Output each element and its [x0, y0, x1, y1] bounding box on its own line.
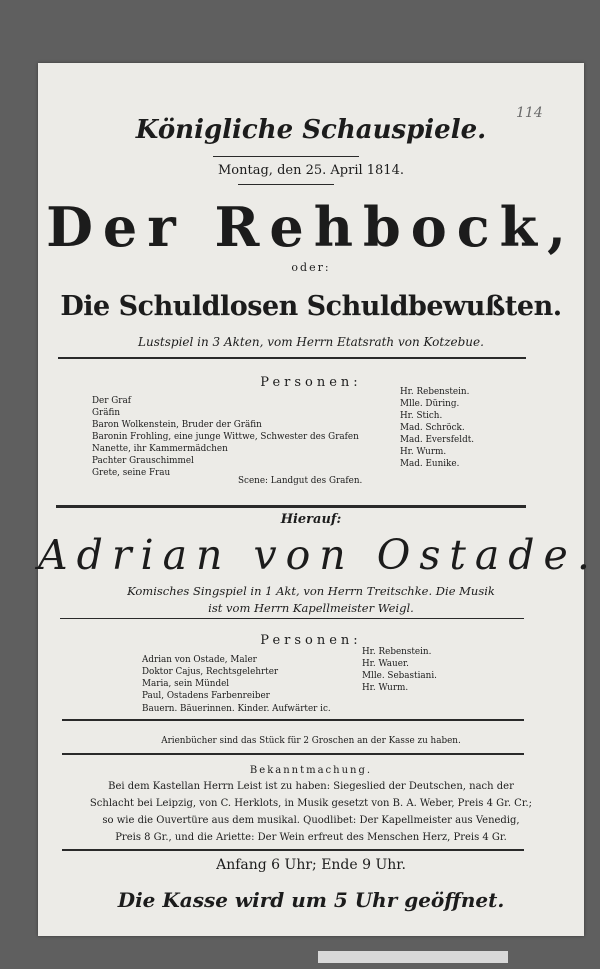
- play1-subtitle: Die Schuldlosen Schuldbewußten.: [60, 291, 562, 322]
- cast-actor: Hr. Stich.: [400, 411, 443, 421]
- section-divider: [56, 505, 526, 508]
- play2-description-line1: Komisches Singspiel in 1 Akt, von Herrn Treitschke. Die Musik: [127, 584, 495, 598]
- announcement-line: so wie die Ouvertüre aus dem musikal. Quodlibet: Der Kapellmeister aus Venedig,: [102, 815, 520, 826]
- cast-actor: Hr. Rebenstein.: [400, 387, 470, 397]
- cast-role: Der Graf: [92, 396, 131, 406]
- announcement-line: Bei dem Kastellan Herrn Leist ist zu haben: Siegeslied der Deutschen, nach der: [108, 781, 514, 792]
- play2-title: Adrian von Ostade.: [38, 531, 599, 579]
- cast-actor: Mlle. Sebastiani.: [362, 671, 437, 681]
- libretto-notice: Arienbücher sind das Stück für 2 Groschen an der Kasse zu haben.: [161, 736, 461, 746]
- play2-bottom-rule: [62, 719, 524, 721]
- date-rule: [238, 184, 334, 185]
- announcement-line: Preis 8 Gr., und die Ariette: Der Wein erfreut des Menschen Herz, Preis 4 Gr.: [115, 832, 507, 843]
- cast-role: Paul, Ostadens Farbenreiber: [142, 691, 270, 701]
- cast-role: Baronin Frohling, eine junge Wittwe, Schwester des Grafen: [92, 432, 359, 442]
- play1-personen-heading: Personen:: [260, 375, 362, 390]
- cast-role: Baron Wolkenstein, Bruder der Gräfin: [92, 420, 262, 430]
- cast-actor: Mlle. Düring.: [400, 399, 460, 409]
- cast-role: Doktor Cajus, Rechtsgelehrter: [142, 667, 279, 677]
- play1-title: Der Rehbock,: [46, 195, 576, 259]
- cast-role: Nanette, ihr Kammermädchen: [92, 444, 228, 454]
- folio-number: 114: [516, 105, 543, 121]
- box-office-opening: Die Kasse wird um 5 Uhr geöffnet.: [117, 888, 505, 912]
- cast-role: Gräfin: [92, 408, 121, 418]
- performance-times: Anfang 6 Uhr; Ende 9 Uhr.: [216, 857, 406, 873]
- heading-rule: [213, 156, 359, 157]
- play2-description-line2: ist vom Herrn Kapellmeister Weigl.: [208, 601, 414, 615]
- cast-role: Grete, seine Frau: [92, 468, 171, 478]
- cast-actor: Hr. Rebenstein.: [362, 647, 432, 657]
- play2-personen-heading: Personen:: [260, 633, 362, 648]
- scan-edge-strip: [318, 951, 508, 963]
- cast-role: Adrian von Ostade, Maler: [142, 655, 257, 665]
- announcement-heading: Bekanntmachung.: [249, 765, 373, 776]
- play1-oder: oder:: [291, 261, 331, 274]
- cast-actor: Mad. Eunike.: [400, 459, 460, 469]
- play2-rule: [60, 618, 524, 619]
- cast-actor: Hr. Wurm.: [400, 447, 447, 457]
- notice-rule: [62, 753, 524, 755]
- performance-date: Montag, den 25. April 1814.: [218, 163, 404, 178]
- play2-extras: Bauern. Bäuerinnen. Kinder. Aufwärter ic.: [142, 704, 331, 714]
- playbill-sheet: [38, 63, 599, 936]
- announcement-rule: [62, 849, 524, 851]
- cast-actor: Mad. Eversfeldt.: [400, 435, 475, 445]
- play1-scene: Scene: Landgut des Grafen.: [238, 476, 363, 486]
- cast-actor: Hr. Wurm.: [362, 683, 409, 693]
- play1-description: Lustspiel in 3 Akten, vom Herrn Etatsrath von Kotzebue.: [138, 335, 484, 349]
- hierauf-label: Hierauf:: [280, 512, 342, 527]
- play1-top-rule: [58, 357, 526, 359]
- theatre-heading: Königliche Schauspiele.: [135, 115, 487, 145]
- cast-actor: Hr. Wauer.: [362, 659, 409, 669]
- cast-actor: Mad. Schröck.: [400, 423, 465, 433]
- announcement-line: Schlacht bei Leipzig, von C. Herklots, in Musik gesetzt von B. A. Weber, Preis 4 Gr. Cr.;: [89, 798, 533, 809]
- cast-role: Pachter Grauschimmel: [92, 456, 194, 466]
- cast-role: Maria, sein Mündel: [142, 679, 230, 689]
